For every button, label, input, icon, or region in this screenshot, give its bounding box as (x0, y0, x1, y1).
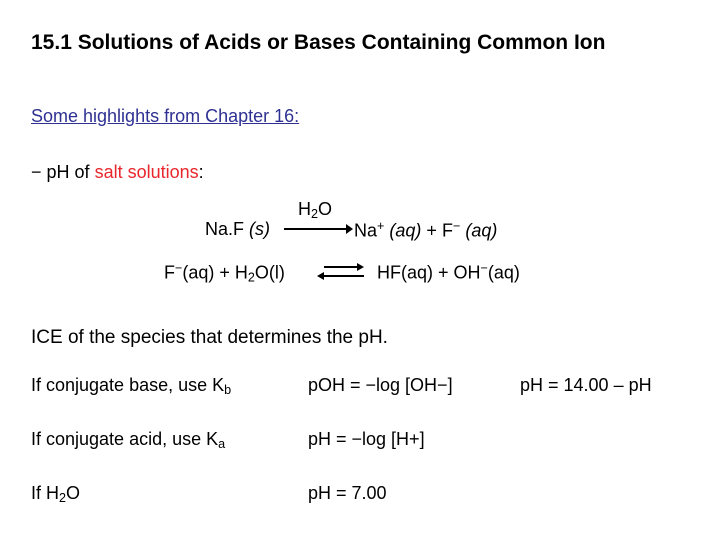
condition-text: If conjugate acid, use K (31, 429, 219, 449)
water-o: O (318, 199, 333, 219)
water-subscript-2: 2 (247, 270, 255, 285)
cation-charge: + (377, 219, 385, 233)
salt-solutions-highlight: salt solutions (94, 162, 199, 182)
reaction-arrow-icon (284, 224, 353, 234)
hydroxide-state: (aq) (487, 262, 520, 283)
chapter-highlights-heading: Some highlights from Chapter 16: (31, 106, 300, 126)
bullet-prefix: pH of (46, 162, 95, 182)
conjugate-acid-condition (31, 429, 225, 451)
hydrolysis-left-text: (aq) + H (182, 262, 248, 283)
fluoride-charge: − (175, 261, 183, 275)
water-condition (31, 483, 80, 505)
plus-sign: + (426, 220, 437, 241)
water-subscript-3: 2 (59, 491, 67, 506)
reactant-formula: Na.F (205, 219, 245, 239)
kb-subscript: b (224, 383, 232, 398)
condition-text: If conjugate base, use K (31, 375, 225, 395)
fluoride-formula: F (164, 262, 175, 283)
ph-formula: pH = −log [H+] (308, 429, 425, 449)
water-liquid: O(l) (254, 262, 285, 283)
anion-state: (aq) (465, 220, 498, 241)
water-subscript: 2 (311, 207, 319, 222)
water-h: H (298, 199, 311, 219)
equilibrium-arrows-icon (317, 263, 364, 280)
water-o-3: O (66, 483, 81, 503)
poh-formula: pOH = −log [OH−] (308, 375, 453, 395)
ice-instruction: ICE of the species that determines the pH. (31, 327, 388, 348)
condition-text: If H (31, 483, 60, 503)
cation-state: (aq) (389, 220, 422, 241)
bullet-marker: − (31, 162, 42, 182)
ph-from-poh-formula: pH = 14.00 – pH (520, 375, 652, 395)
slide-title: 15.1 Solutions of Acids or Bases Containing Common Ion (31, 31, 606, 54)
neutral-ph-value: pH = 7.00 (308, 483, 387, 503)
cation-formula: Na (354, 220, 378, 241)
hydrolysis-right-text: HF(aq) + OH (377, 262, 481, 283)
hydroxide-charge: − (480, 261, 488, 275)
bullet-suffix: : (198, 162, 204, 182)
anion-charge: − (452, 219, 461, 233)
conjugate-base-condition (31, 375, 231, 397)
reactant-state: (s) (249, 219, 271, 239)
anion-formula: F (441, 220, 453, 241)
ka-subscript: a (218, 437, 226, 452)
